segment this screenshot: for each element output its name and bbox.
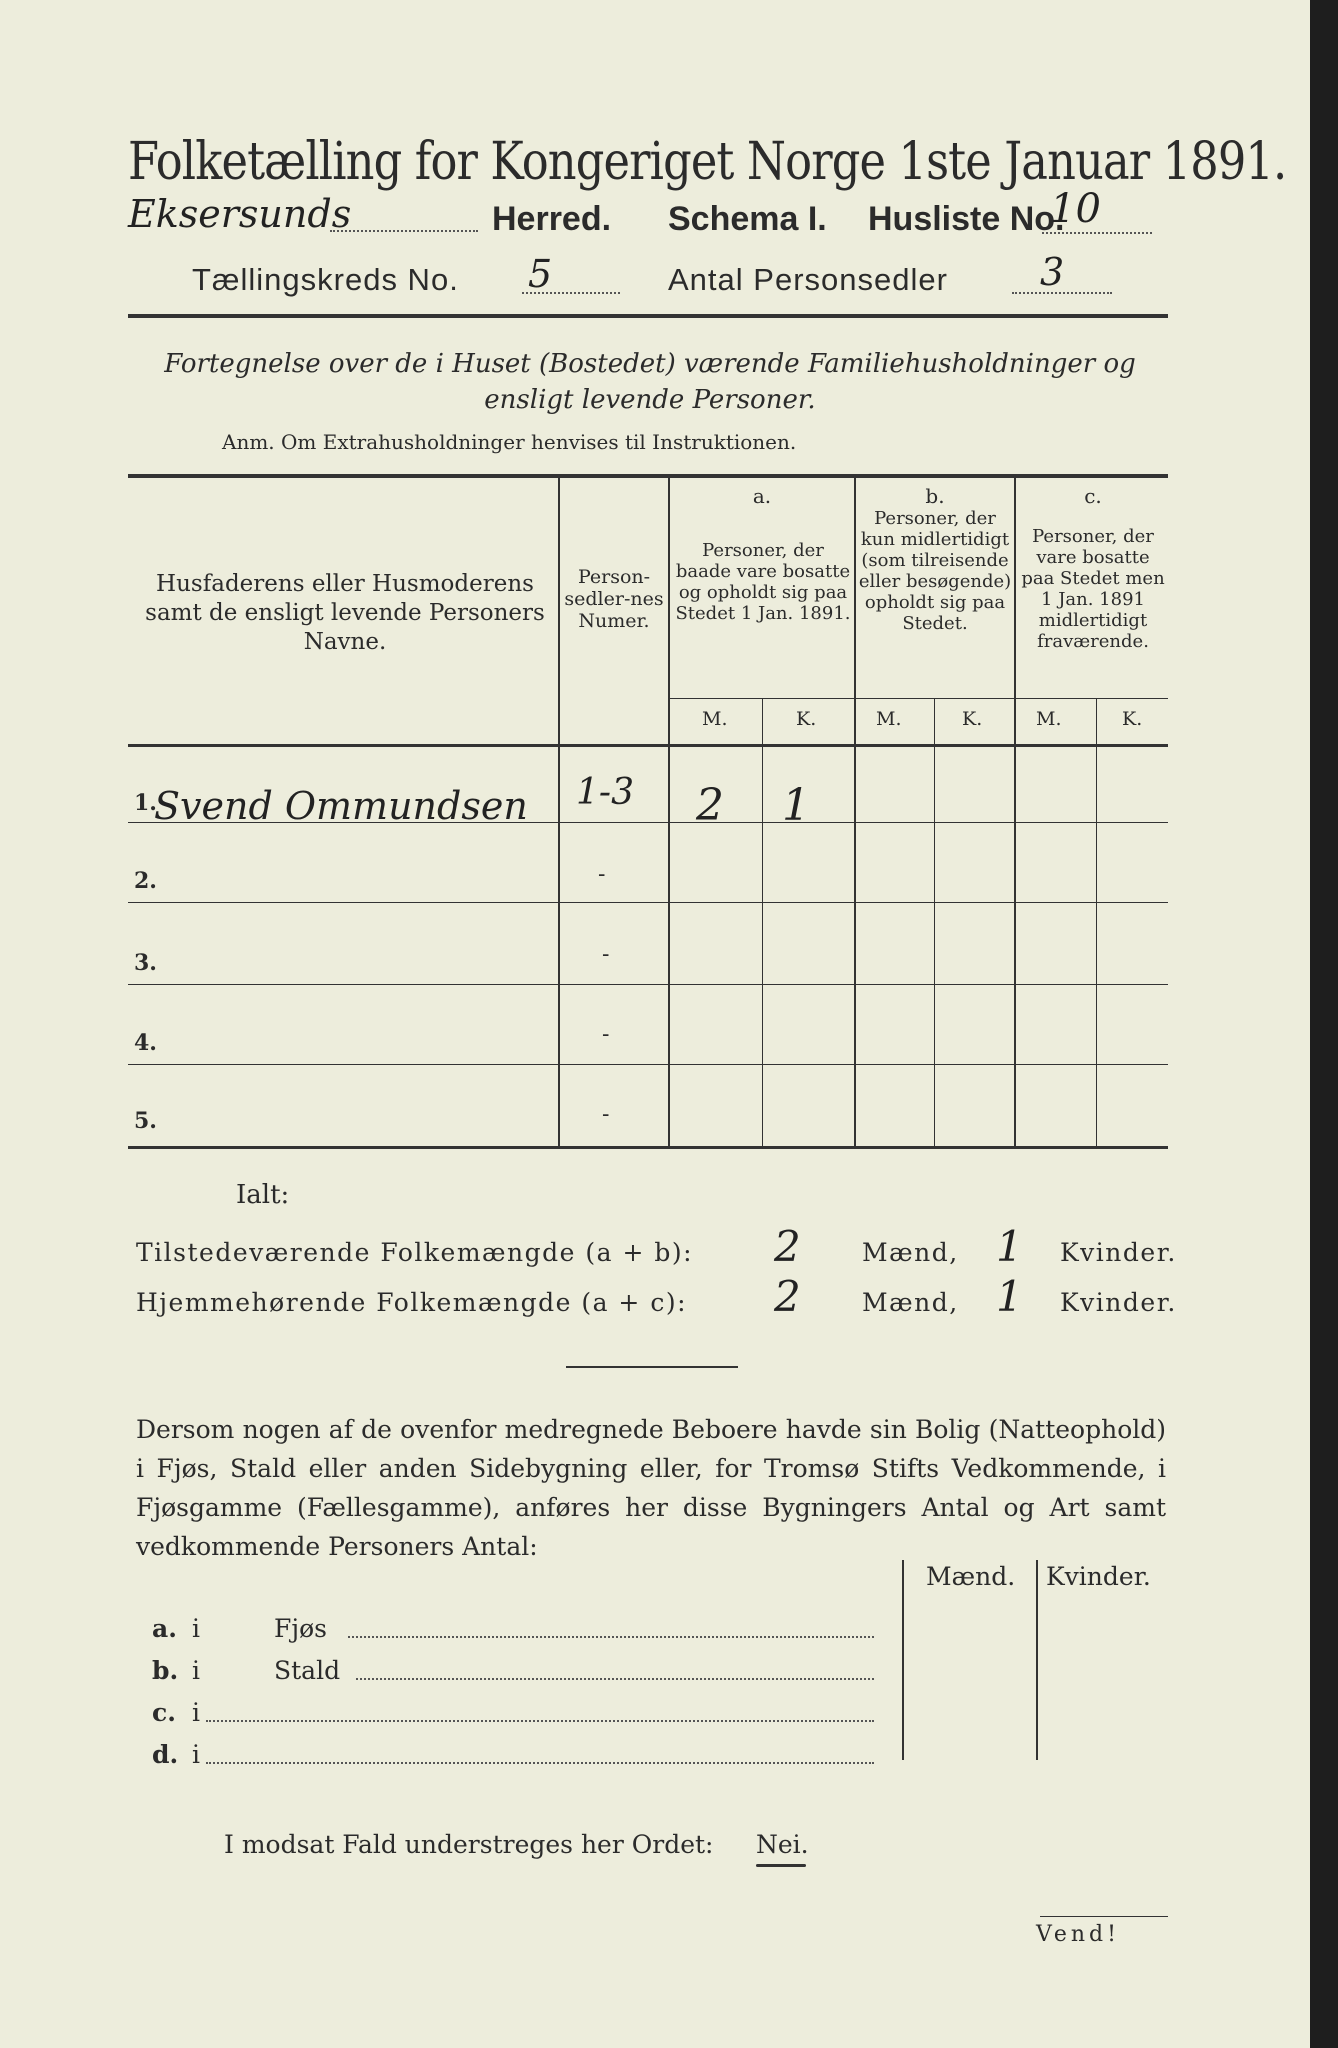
hjemme-kvinder: Kvinder.	[1060, 1288, 1177, 1317]
col-c-m: M.	[1036, 708, 1062, 730]
row-line-3	[128, 984, 1168, 985]
row-numer-3: -	[602, 942, 610, 967]
building-a-prep: i	[192, 1614, 200, 1643]
row-numer-4: -	[602, 1022, 610, 1047]
vend-rule	[1040, 1916, 1168, 1917]
antal-value: 3	[1040, 250, 1065, 294]
col-divider-a	[668, 478, 670, 1146]
building-a-label: Fjøs	[274, 1614, 327, 1643]
building-b-letter: b.	[152, 1656, 179, 1685]
antal-dotted-line	[1012, 292, 1112, 294]
row-num-2: 2.	[134, 868, 157, 894]
table-bottom-rule	[128, 1146, 1168, 1149]
buildings-col-kvinder: Kvinder.	[1046, 1562, 1151, 1591]
husliste-value: 10	[1050, 186, 1101, 232]
herred-value: Eksersunds	[128, 192, 352, 236]
section-divider	[566, 1366, 738, 1368]
hjemme-label: Hjemmehørende Folkemængde (a + c):	[136, 1288, 687, 1317]
herred-dotted-line	[330, 230, 478, 232]
vend-label: Vend!	[1036, 1922, 1120, 1947]
table-header-rule	[128, 744, 1168, 747]
kreds-value: 5	[528, 252, 553, 296]
col-divider-numer	[558, 478, 560, 1146]
antal-label: Antal Personsedler	[668, 262, 948, 297]
buildings-divider-2	[1036, 1560, 1038, 1760]
col-divider-b	[854, 478, 856, 1146]
row-a-k-1: 1	[782, 780, 810, 831]
col-a-letter: a.	[752, 484, 772, 508]
nei-instruction: I modsat Fald understreges her Ordet:	[224, 1830, 714, 1859]
row-name-1: Svend Ommundsen	[154, 784, 528, 828]
col-b-letter: b.	[925, 484, 945, 508]
building-d-letter: d.	[152, 1740, 179, 1769]
row-a-m-1: 2	[696, 780, 724, 831]
row-num-1: 1.	[134, 790, 157, 816]
col-b-m: M.	[876, 708, 902, 730]
col-b-k: K.	[962, 708, 983, 730]
row-numer-1: 1-3	[576, 772, 634, 813]
col-divider-c	[1014, 478, 1016, 1146]
building-c-prep: i	[192, 1698, 200, 1727]
husliste-dotted-line	[1042, 232, 1152, 234]
col-header-b: Personer, der kun midlertidigt (som tilreisende eller besøgende) opholdt sig paa Stedet.	[858, 508, 1012, 634]
header-rule	[128, 314, 1168, 318]
herred-label: Herred.	[492, 200, 612, 238]
tilstede-k: 1	[996, 1222, 1023, 1271]
col-header-a: Personer, der baade vare bosatte og opholdt sig paa Stedet 1 Jan. 1891.	[675, 540, 851, 624]
hjemme-k: 1	[996, 1272, 1023, 1321]
row-numer-5: -	[602, 1102, 610, 1127]
hjemme-maend: Mænd,	[862, 1288, 959, 1317]
buildings-col-maend: Mænd.	[926, 1562, 1016, 1591]
row-line-2	[128, 902, 1168, 903]
tilstede-m: 2	[774, 1222, 801, 1271]
row-numer-2: -	[598, 862, 606, 887]
nei-word: Nei.	[756, 1830, 809, 1859]
row-num-4: 4.	[134, 1030, 157, 1056]
buildings-paragraph: Dersom nogen af de ovenfor medregnede Beboere havde sin Bolig (Natteophold) i Fjøs, Stald eller anden Sidebygning eller, for Tromsø Stifts Vedkommende, i Fjøsgamme (Fællesgamme), anføres her disse Bygningers Antal og Art samt vedkommende Personers Antal:	[136, 1415, 1166, 1561]
nei-underline	[756, 1864, 806, 1867]
building-c-letter: c.	[152, 1698, 176, 1727]
form-title: Folketælling for Kongeriget Norge 1ste Januar 1891.	[128, 132, 1287, 192]
row-line-4	[128, 1064, 1168, 1065]
col-c-letter: c.	[1084, 484, 1102, 508]
mk-rule	[668, 698, 1168, 699]
row-num-3: 3.	[134, 950, 157, 976]
kreds-label: Tællingskreds No.	[192, 262, 459, 297]
col-c-k: K.	[1122, 708, 1143, 730]
hjemme-m: 2	[774, 1272, 801, 1321]
building-b-prep: i	[192, 1656, 200, 1685]
col-header-names: Husfaderens eller Husmoderens samt de ensligt levende Personers Navne.	[145, 571, 545, 655]
building-c-dots	[206, 1720, 874, 1722]
col-divider-b-mk	[934, 698, 935, 1146]
building-b-label: Stald	[274, 1656, 341, 1685]
ialt-label: Ialt:	[236, 1180, 290, 1210]
kreds-dotted-line	[522, 292, 620, 294]
building-d-dots	[206, 1762, 874, 1764]
husliste-label: Husliste No.	[868, 200, 1065, 238]
col-divider-c-mk	[1096, 698, 1097, 1146]
tilstede-label: Tilstedeværende Folkemængde (a + b):	[136, 1238, 694, 1267]
building-b-dots	[356, 1678, 874, 1680]
table-top-rule	[128, 474, 1168, 478]
intro-text: Fortegnelse over de i Huset (Bostedet) værende Familiehusholdninger og ensligt levende Personer.	[164, 349, 1136, 415]
col-header-c: Personer, der vare bosatte paa Stedet men 1 Jan. 1891 midlertidigt fraværende.	[1021, 526, 1165, 652]
col-a-k: K.	[796, 708, 817, 730]
building-d-prep: i	[192, 1740, 200, 1769]
tilstede-maend: Mænd,	[862, 1238, 959, 1267]
tilstede-kvinder: Kvinder.	[1060, 1238, 1177, 1267]
building-a-dots	[348, 1636, 874, 1638]
col-divider-a-mk	[762, 698, 763, 1146]
buildings-divider-1	[902, 1560, 904, 1760]
col-header-numer: Person-sedler-nes Numer.	[564, 566, 664, 632]
row-num-5: 5.	[134, 1108, 157, 1134]
building-a-letter: a.	[152, 1614, 177, 1643]
anm-note: Anm. Om Extrahusholdninger henvises til Instruktionen.	[222, 430, 797, 454]
schema-label: Schema I.	[668, 200, 827, 238]
scan-edge	[1310, 0, 1338, 2048]
col-a-m: M.	[702, 708, 728, 730]
